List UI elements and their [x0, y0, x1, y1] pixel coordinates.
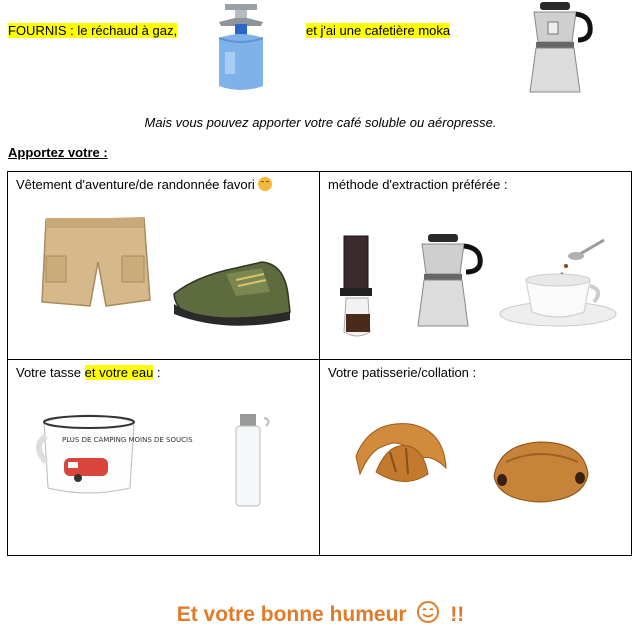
- method-label: méthode d'extraction préférée :: [328, 177, 508, 192]
- smiley-icon: [416, 600, 440, 624]
- provided-items-text: [8, 23, 177, 38]
- cup-label: Votre tasse et votre eau :: [16, 365, 161, 380]
- moka-text: [306, 23, 450, 38]
- aeropress-image: [332, 232, 388, 342]
- cup-cell: [8, 360, 320, 556]
- gas-stove-image: [205, 2, 275, 96]
- items-table: [7, 171, 632, 556]
- outfit-cell: [8, 172, 320, 360]
- instant-coffee-image: [498, 230, 624, 330]
- hiking-shoe-image: [166, 254, 296, 334]
- subtitle: Mais vous pouvez apporter votre café soluble ou aéropresse.: [144, 115, 497, 130]
- footer-message: Et votre bonne humeur !!: [0, 600, 641, 627]
- water-bottle-image: [228, 412, 276, 512]
- croissant-image: [350, 416, 450, 496]
- bring-heading: Apportez votre :: [8, 145, 108, 160]
- pain-au-chocolat-image: [488, 436, 592, 506]
- outfit-label: Vêtement d'aventure/de randonnée favori: [16, 177, 272, 192]
- shorts-image: [36, 210, 156, 322]
- pastry-label: Votre patisserie/collation :: [328, 365, 477, 380]
- smiley-icon: [258, 177, 272, 191]
- method-cell: [320, 172, 632, 360]
- pastry-cell: [320, 360, 632, 556]
- moka-pot-method-image: [404, 232, 494, 336]
- mug-slogan: PLUS DE CAMPING MOINS DE SOUCIS: [62, 436, 193, 444]
- provided-label: FOURNIS : le réchaud à gaz,: [8, 23, 178, 38]
- moka-label: et j'ai une cafetière moka: [306, 23, 451, 38]
- moka-pot-image: [518, 0, 598, 100]
- camping-mug-image: [38, 412, 193, 496]
